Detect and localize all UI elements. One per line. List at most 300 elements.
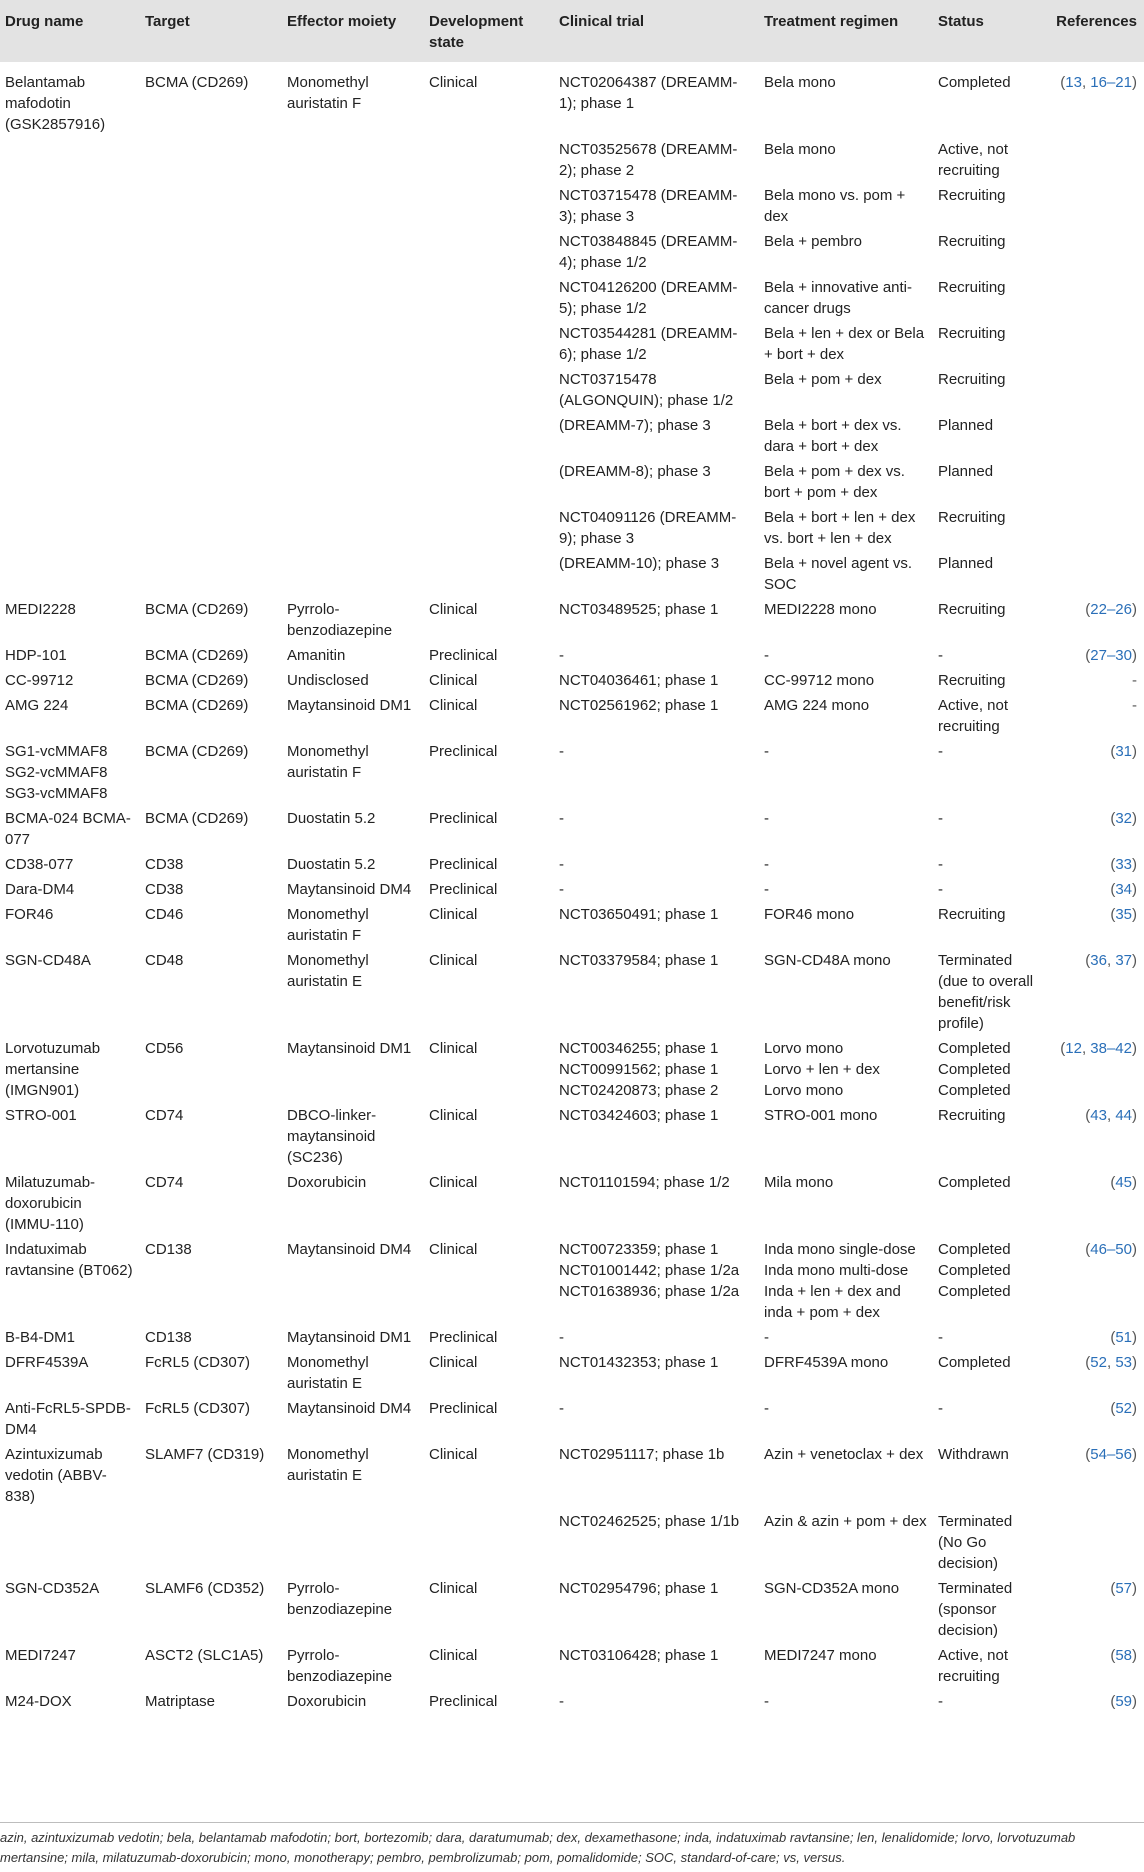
- reference-text: -: [1132, 697, 1137, 714]
- drug-name-cell: MEDI7247: [5, 1647, 76, 1664]
- cell-line: Mila mono: [764, 1174, 834, 1191]
- references-cell: [1045, 321, 1144, 367]
- target-cell: [140, 229, 282, 275]
- status-cell: [933, 1350, 1045, 1396]
- treatment-regimen-cell: [759, 1576, 933, 1643]
- treatment-regimen-cell: [759, 1325, 933, 1350]
- target-cell: SLAMF7 (CD319): [145, 1446, 265, 1463]
- treatment-regimen-cell: [759, 1350, 933, 1396]
- cell-line: NCT02954796; phase 1: [559, 1580, 719, 1597]
- clinical-trial-cell: [554, 1576, 759, 1643]
- status-cell: [933, 739, 1045, 806]
- cell-line: Active, not recruiting: [938, 141, 1009, 179]
- status-cell: [933, 1103, 1045, 1170]
- effector-moiety-cell: Amanitin: [287, 647, 346, 664]
- treatment-regimen-cell: [759, 505, 933, 551]
- treatment-regimen-cell: [759, 877, 933, 902]
- reference-link[interactable]: 46–50: [1090, 1241, 1132, 1258]
- reference-link[interactable]: 36: [1090, 952, 1107, 969]
- clinical-trial-cell: [554, 877, 759, 902]
- target-cell: BCMA (CD269): [145, 672, 249, 689]
- clinical-trial-cell: [554, 551, 759, 597]
- table-row: [0, 1325, 1144, 1350]
- table-row: [0, 1689, 1144, 1714]
- cell-line: NCT02951117; phase 1b: [559, 1446, 725, 1463]
- clinical-trial-cell: [554, 806, 759, 852]
- cell-line: Active, not recruiting: [938, 697, 1009, 735]
- cell-line: -: [938, 1400, 943, 1417]
- references-cell: [1045, 806, 1144, 852]
- cell-line: Completed: [938, 1040, 1011, 1057]
- reference-link[interactable]: 52: [1115, 1400, 1132, 1417]
- development-state-cell: [424, 275, 554, 321]
- cell-line: NCT02561962; phase 1: [559, 697, 719, 714]
- references-cell: [1045, 505, 1144, 551]
- reference-text: (: [1060, 1040, 1066, 1057]
- reference-link[interactable]: 35: [1115, 906, 1132, 923]
- reference-text: ): [1132, 952, 1137, 969]
- drug-name-cell: Dara-DM4: [5, 881, 75, 898]
- development-state-cell: [424, 1509, 554, 1576]
- cell-line: CC-99712 mono: [764, 672, 875, 689]
- status-cell: [933, 597, 1045, 643]
- effector-moiety-cell: [282, 183, 424, 229]
- table-footnote: azin, azintuxizumab vedotin; bela, belantamab mafodotin; bort, bortezomib; dara, daratumumab; dex, dexamethasone; inda, indatuximab ravtansine; len, lenalidomide; lorvo, lorvotuzumab mertansine; mila, milatuzumab-doxorubicin; mono, monotherapy; pembro, pembrolizumab; pom, pomalidomide; SOC, standard-of-care; vs, versus.: [0, 1822, 1144, 1868]
- effector-moiety-cell: Pyrrolo-benzodiazepine: [287, 601, 393, 639]
- cell-line: Recruiting: [938, 601, 1006, 618]
- effector-moiety-cell: [282, 275, 424, 321]
- treatment-regimen-cell: [759, 367, 933, 413]
- cell-line: -: [559, 881, 564, 898]
- clinical-trial-cell: [554, 62, 759, 137]
- cell-line: -: [938, 1329, 943, 1346]
- cell-line: NCT01638936; phase 1/2a: [559, 1283, 740, 1300]
- reference-link[interactable]: 43: [1090, 1107, 1107, 1124]
- clinical-trial-cell: [554, 1350, 759, 1396]
- treatment-regimen-cell: [759, 1170, 933, 1237]
- cell-line: Lorvo + len + dex: [764, 1061, 880, 1078]
- reference-text: (: [1110, 743, 1116, 760]
- treatment-regimen-cell: [759, 852, 933, 877]
- treatment-regimen-cell: [759, 275, 933, 321]
- treatment-regimen-cell: [759, 668, 933, 693]
- reference-text: ): [1132, 74, 1137, 91]
- effector-moiety-cell: Maytansinoid DM1: [287, 1329, 412, 1346]
- header-row: [0, 0, 1144, 62]
- cell-line: NCT03848845 (DREAMM-4); phase 1/2: [559, 233, 738, 271]
- cell-line: STRO-001 mono: [764, 1107, 878, 1124]
- status-cell: [933, 1396, 1045, 1442]
- development-state-cell: [424, 505, 554, 551]
- drug-name-cell: HDP-101: [5, 647, 67, 664]
- reference-link[interactable]: 45: [1115, 1174, 1132, 1191]
- table-row: [0, 1442, 1144, 1509]
- cell-line: NCT00346255; phase 1: [559, 1040, 719, 1057]
- reference-link[interactable]: 38–42: [1090, 1040, 1132, 1057]
- table-row: [0, 137, 1144, 183]
- reference-link[interactable]: 37: [1115, 952, 1132, 969]
- treatment-regimen-cell: [759, 693, 933, 739]
- reference-text: ): [1132, 1446, 1137, 1463]
- reference-text: ,: [1081, 74, 1091, 91]
- clinical-trial-cell: [554, 1237, 759, 1325]
- clinical-trial-cell: [554, 693, 759, 739]
- effector-moiety-cell: DBCO-linker-maytansinoid (SC236): [287, 1107, 377, 1166]
- table-row: [0, 668, 1144, 693]
- reference-link[interactable]: 44: [1115, 1107, 1132, 1124]
- development-state-cell: Preclinical: [429, 881, 498, 898]
- references-cell: [1045, 1325, 1144, 1350]
- effector-moiety-cell: Monomethyl auristatin E: [287, 1354, 369, 1392]
- cell-line: MEDI2228 mono: [764, 601, 877, 618]
- cell-line: -: [764, 1693, 769, 1710]
- effector-moiety-cell: Monomethyl auristatin F: [287, 74, 369, 112]
- reference-link[interactable]: 27–30: [1090, 647, 1132, 664]
- drug-name-cell: [0, 137, 140, 183]
- effector-moiety-cell: Maytansinoid DM4: [287, 1241, 412, 1258]
- table-row: [0, 505, 1144, 551]
- drug-name-cell: [0, 505, 140, 551]
- cell-line: Recruiting: [938, 1107, 1006, 1124]
- cell-line: -: [764, 1329, 769, 1346]
- cell-line: Withdrawn: [938, 1446, 1009, 1463]
- target-cell: CD74: [145, 1107, 184, 1124]
- cell-line: Completed: [938, 1241, 1011, 1258]
- reference-text: (: [1110, 810, 1116, 827]
- reference-text: (: [1110, 1174, 1116, 1191]
- target-cell: BCMA (CD269): [145, 601, 249, 618]
- development-state-cell: Clinical: [429, 672, 478, 689]
- drug-name-cell: DFRF4539A: [5, 1354, 89, 1371]
- development-state-cell: Clinical: [429, 1647, 478, 1664]
- references-cell: [1045, 668, 1144, 693]
- reference-text: ): [1132, 906, 1137, 923]
- cell-line: -: [559, 743, 564, 760]
- status-cell: [933, 229, 1045, 275]
- cell-line: NCT03544281 (DREAMM-6); phase 1/2: [559, 325, 738, 363]
- references-cell: [1045, 1036, 1144, 1103]
- reference-link[interactable]: 12: [1065, 1040, 1082, 1057]
- cell-line: Bela + bort + len + dex vs. bort + len + dex: [764, 509, 916, 547]
- reference-text: (: [1085, 647, 1091, 664]
- header-references: References: [1056, 13, 1137, 30]
- reference-text: (: [1110, 1329, 1116, 1346]
- drug-name-cell: [0, 413, 140, 459]
- status-cell: [933, 367, 1045, 413]
- cell-line: -: [559, 1400, 564, 1417]
- header-drug-name: Drug name: [5, 13, 84, 30]
- clinical-trial-cell: [554, 902, 759, 948]
- reference-text: (: [1085, 1446, 1091, 1463]
- target-cell: [140, 413, 282, 459]
- target-cell: [140, 1509, 282, 1576]
- treatment-regimen-cell: [759, 1442, 933, 1509]
- effector-moiety-cell: Monomethyl auristatin E: [287, 1446, 369, 1484]
- clinical-trial-cell: [554, 1170, 759, 1237]
- table-row: [0, 693, 1144, 739]
- development-state-cell: [424, 459, 554, 505]
- cell-line: -: [559, 1693, 564, 1710]
- references-cell: [1045, 739, 1144, 806]
- drug-name-cell: [0, 183, 140, 229]
- cell-line: Bela mono: [764, 141, 836, 158]
- clinical-trial-cell: [554, 1509, 759, 1576]
- reference-link[interactable]: 16–21: [1090, 74, 1132, 91]
- reference-text: ): [1132, 647, 1137, 664]
- cell-line: NCT03715478 (DREAMM-3); phase 3: [559, 187, 738, 225]
- reference-link[interactable]: 57: [1115, 1580, 1132, 1597]
- references-cell: [1045, 1442, 1144, 1509]
- treatment-regimen-cell: [759, 1509, 933, 1576]
- references-cell: [1045, 275, 1144, 321]
- cell-line: NCT00991562; phase 1: [559, 1061, 719, 1078]
- development-state-cell: Clinical: [429, 1446, 478, 1463]
- status-cell: [933, 1576, 1045, 1643]
- drug-name-cell: SGN-CD48A: [5, 952, 91, 969]
- clinical-trial-cell: [554, 1036, 759, 1103]
- development-state-cell: Clinical: [429, 74, 478, 91]
- clinical-trial-cell: [554, 275, 759, 321]
- reference-text: ): [1132, 856, 1137, 873]
- cell-line: Recruiting: [938, 906, 1006, 923]
- reference-text: (: [1110, 881, 1116, 898]
- target-cell: [140, 367, 282, 413]
- references-cell: [1045, 1237, 1144, 1325]
- cell-line: NCT02064387 (DREAMM-1); phase 1: [559, 74, 738, 112]
- table-header: [0, 0, 1144, 62]
- reference-text: ): [1132, 1107, 1137, 1124]
- status-cell: [933, 321, 1045, 367]
- treatment-regimen-cell: [759, 1237, 933, 1325]
- treatment-regimen-cell: [759, 551, 933, 597]
- reference-text: ): [1132, 1647, 1137, 1664]
- cell-line: -: [559, 1329, 564, 1346]
- target-cell: BCMA (CD269): [145, 74, 249, 91]
- reference-link[interactable]: 34: [1115, 881, 1132, 898]
- table-row: [0, 643, 1144, 668]
- reference-text: (: [1110, 1400, 1116, 1417]
- target-cell: [140, 505, 282, 551]
- target-cell: [140, 137, 282, 183]
- drug-name-cell: Lorvotuzumab mertansine (IMGN901): [5, 1040, 101, 1099]
- cell-line: NCT03379584; phase 1: [559, 952, 719, 969]
- cell-line: Recruiting: [938, 325, 1006, 342]
- development-state-cell: Preclinical: [429, 647, 498, 664]
- effector-moiety-cell: Doxorubicin: [287, 1174, 367, 1191]
- treatment-regimen-cell: [759, 459, 933, 505]
- target-cell: SLAMF6 (CD352): [145, 1580, 265, 1597]
- target-cell: CD138: [145, 1329, 192, 1346]
- cell-line: NCT03525678 (DREAMM-2); phase 2: [559, 141, 738, 179]
- treatment-regimen-cell: [759, 62, 933, 137]
- references-cell: [1045, 902, 1144, 948]
- status-cell: [933, 1442, 1045, 1509]
- reference-text: (: [1110, 1693, 1116, 1710]
- reference-text: ,: [1106, 952, 1116, 969]
- effector-moiety-cell: Maytansinoid DM1: [287, 1040, 412, 1057]
- reference-link[interactable]: 13: [1065, 74, 1082, 91]
- table-body: [0, 62, 1144, 1714]
- effector-moiety-cell: [282, 229, 424, 275]
- target-cell: [140, 321, 282, 367]
- reference-text: ): [1132, 1329, 1137, 1346]
- references-cell: [1045, 877, 1144, 902]
- drug-name-cell: Anti-FcRL5-SPDB-DM4: [5, 1400, 131, 1438]
- reference-link[interactable]: 51: [1115, 1329, 1132, 1346]
- treatment-regimen-cell: [759, 229, 933, 275]
- reference-link[interactable]: 59: [1115, 1693, 1132, 1710]
- treatment-regimen-cell: [759, 1396, 933, 1442]
- references-cell: [1045, 367, 1144, 413]
- drug-name-cell: FOR46: [5, 906, 54, 923]
- cell-line: -: [938, 1693, 943, 1710]
- cell-line: Completed: [938, 1262, 1011, 1279]
- effector-moiety-cell: Undisclosed: [287, 672, 369, 689]
- development-state-cell: Clinical: [429, 906, 478, 923]
- references-cell: [1045, 693, 1144, 739]
- target-cell: BCMA (CD269): [145, 647, 249, 664]
- cell-line: NCT01101594; phase 1/2: [559, 1174, 730, 1191]
- reference-link[interactable]: 33: [1115, 856, 1132, 873]
- reference-text: ,: [1106, 1107, 1116, 1124]
- treatment-regimen-cell: [759, 137, 933, 183]
- target-cell: CD48: [145, 952, 184, 969]
- treatment-regimen-cell: [759, 1643, 933, 1689]
- clinical-trial-cell: [554, 1325, 759, 1350]
- table-row: [0, 62, 1144, 137]
- clinical-trial-cell: [554, 1689, 759, 1714]
- cell-line: MEDI7247 mono: [764, 1647, 877, 1664]
- cell-line: (DREAMM-8); phase 3: [559, 463, 711, 480]
- cell-line: NCT03650491; phase 1: [559, 906, 719, 923]
- cell-line: Bela + pembro: [764, 233, 862, 250]
- cell-line: SGN-CD48A mono: [764, 952, 891, 969]
- cell-line: Bela + innovative anti-cancer drugs: [764, 279, 913, 317]
- reference-text: ): [1132, 1241, 1137, 1258]
- development-state-cell: Preclinical: [429, 1400, 498, 1417]
- table-row: [0, 1350, 1144, 1396]
- development-state-cell: [424, 137, 554, 183]
- effector-moiety-cell: Duostatin 5.2: [287, 810, 376, 827]
- cell-line: (DREAMM-7); phase 3: [559, 417, 711, 434]
- status-cell: [933, 551, 1045, 597]
- cell-line: Planned: [938, 555, 994, 572]
- development-state-cell: Clinical: [429, 1174, 478, 1191]
- cell-line: Inda + len + dex and inda + pom + dex: [764, 1283, 901, 1321]
- reference-link[interactable]: 53: [1115, 1354, 1132, 1371]
- development-state-cell: Clinical: [429, 952, 478, 969]
- references-cell: [1045, 643, 1144, 668]
- effector-moiety-cell: [282, 1509, 424, 1576]
- references-cell: [1045, 1509, 1144, 1576]
- reference-link[interactable]: 22–26: [1090, 601, 1132, 618]
- reference-text: ): [1132, 1174, 1137, 1191]
- drug-name-cell: [0, 229, 140, 275]
- effector-moiety-cell: [282, 505, 424, 551]
- reference-text: ): [1132, 743, 1137, 760]
- cell-line: -: [764, 810, 769, 827]
- cell-line: -: [764, 647, 769, 664]
- drug-name-cell: Belantamab mafodotin (GSK2857916): [5, 74, 106, 133]
- effector-moiety-cell: [282, 459, 424, 505]
- drug-name-cell: M24-DOX: [5, 1693, 72, 1710]
- effector-moiety-cell: Monomethyl auristatin F: [287, 906, 369, 944]
- table-row: [0, 852, 1144, 877]
- header-status: Status: [938, 13, 984, 30]
- reference-link[interactable]: 31: [1115, 743, 1132, 760]
- references-cell: [1045, 229, 1144, 275]
- table-row: [0, 413, 1144, 459]
- cell-line: Completed: [938, 1354, 1011, 1371]
- target-cell: ASCT2 (SLC1A5): [145, 1647, 264, 1664]
- effector-moiety-cell: [282, 367, 424, 413]
- clinical-trial-cell: [554, 1103, 759, 1170]
- treatment-regimen-cell: [759, 183, 933, 229]
- effector-moiety-cell: Doxorubicin: [287, 1693, 367, 1710]
- development-state-cell: Preclinical: [429, 856, 498, 873]
- table-row: [0, 877, 1144, 902]
- reference-link[interactable]: 32: [1115, 810, 1132, 827]
- cell-line: Bela + pom + dex vs. bort + pom + dex: [764, 463, 905, 501]
- cell-line: -: [764, 881, 769, 898]
- drug-name-cell: MEDI2228: [5, 601, 76, 618]
- effector-moiety-cell: [282, 137, 424, 183]
- reference-link[interactable]: 58: [1115, 1647, 1132, 1664]
- cell-line: Completed: [938, 74, 1011, 91]
- reference-text: (: [1085, 601, 1091, 618]
- drug-name-cell: B-B4-DM1: [5, 1329, 76, 1346]
- references-cell: [1045, 413, 1144, 459]
- target-cell: CD46: [145, 906, 184, 923]
- effector-moiety-cell: [282, 321, 424, 367]
- development-state-cell: [424, 367, 554, 413]
- references-cell: [1045, 1576, 1144, 1643]
- cell-line: Completed: [938, 1061, 1011, 1078]
- cell-line: NCT03106428; phase 1: [559, 1647, 719, 1664]
- cell-line: -: [764, 1400, 769, 1417]
- treatment-regimen-cell: [759, 739, 933, 806]
- treatment-regimen-cell: [759, 1103, 933, 1170]
- reference-link[interactable]: 54–56: [1090, 1446, 1132, 1463]
- cell-line: Completed: [938, 1283, 1011, 1300]
- drug-name-cell: [0, 275, 140, 321]
- drug-name-cell: CD38-077: [5, 856, 74, 873]
- target-cell: Matriptase: [145, 1693, 216, 1710]
- status-cell: [933, 902, 1045, 948]
- reference-text: (: [1060, 74, 1066, 91]
- table-row: [0, 806, 1144, 852]
- header-effector-moiety: Effector moiety: [287, 13, 397, 30]
- target-cell: CD38: [145, 856, 184, 873]
- cell-line: DFRF4539A mono: [764, 1354, 889, 1371]
- cell-line: Recruiting: [938, 279, 1006, 296]
- cell-line: Bela + pom + dex: [764, 371, 882, 388]
- references-cell: [1045, 852, 1144, 877]
- development-state-cell: Clinical: [429, 697, 478, 714]
- status-cell: [933, 1170, 1045, 1237]
- development-state-cell: [424, 321, 554, 367]
- target-cell: CD56: [145, 1040, 184, 1057]
- cell-line: NCT03489525; phase 1: [559, 601, 719, 618]
- reference-text: ): [1132, 1693, 1137, 1710]
- reference-text: -: [1132, 672, 1137, 689]
- reference-link[interactable]: 52: [1090, 1354, 1107, 1371]
- reference-text: ,: [1081, 1040, 1091, 1057]
- clinical-trial-cell: [554, 229, 759, 275]
- status-cell: [933, 1036, 1045, 1103]
- status-cell: [933, 948, 1045, 1036]
- status-cell: [933, 1325, 1045, 1350]
